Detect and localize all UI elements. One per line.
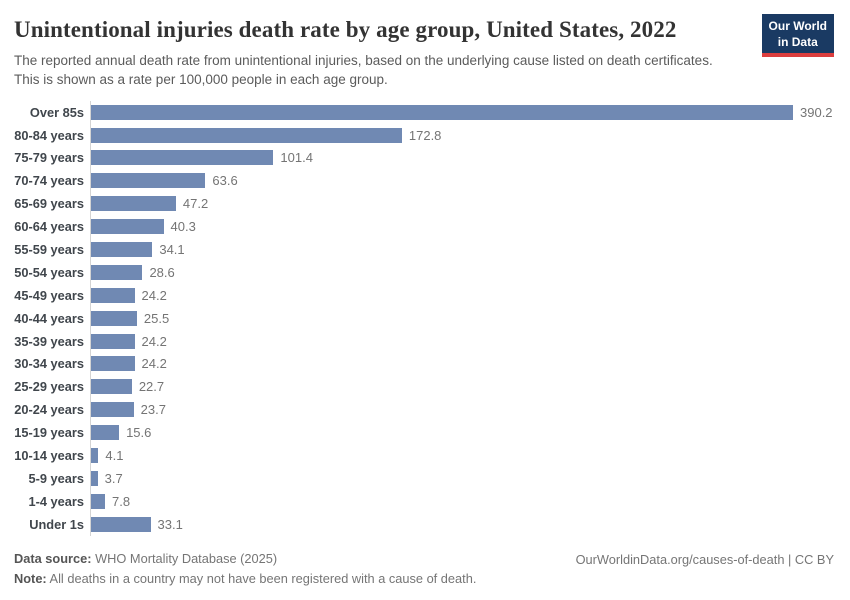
value-label: 24.2 bbox=[141, 287, 167, 303]
data-source-line bbox=[14, 549, 476, 569]
category-label: 55-59 years bbox=[14, 242, 84, 257]
bar-track bbox=[90, 215, 793, 238]
value-label: 7.8 bbox=[112, 493, 131, 509]
category-label: 75-79 years bbox=[14, 150, 84, 166]
category-label: 35-39 years bbox=[14, 333, 84, 349]
value-label: 40.3 bbox=[170, 219, 196, 235]
chart-rows bbox=[14, 101, 834, 536]
header bbox=[14, 12, 834, 90]
bar bbox=[91, 494, 105, 509]
bar-track bbox=[90, 307, 793, 330]
chart-row bbox=[14, 467, 834, 490]
bar bbox=[91, 334, 135, 349]
category-label: 60-64 years bbox=[14, 219, 84, 235]
owid-logo bbox=[762, 14, 834, 57]
chart-row bbox=[14, 353, 834, 376]
bar bbox=[91, 219, 164, 234]
bar-track bbox=[90, 421, 793, 444]
value-label: 15.6 bbox=[126, 425, 152, 441]
header-text bbox=[14, 12, 726, 90]
value-label: 34.1 bbox=[159, 242, 185, 257]
bar-track bbox=[90, 398, 793, 421]
bar bbox=[91, 311, 137, 326]
note-line bbox=[14, 569, 476, 589]
category-label: 20-24 years bbox=[14, 402, 84, 418]
chart-row bbox=[14, 169, 834, 192]
bar bbox=[91, 471, 98, 486]
category-label: 70-74 years bbox=[14, 173, 84, 189]
chart-row bbox=[14, 490, 834, 513]
chart-row bbox=[14, 307, 834, 330]
category-label: 40-44 years bbox=[14, 310, 84, 326]
value-label: 33.1 bbox=[157, 516, 183, 532]
bar bbox=[91, 517, 151, 532]
bar-track bbox=[90, 147, 793, 170]
value-label: 22.7 bbox=[138, 379, 165, 395]
chart-row bbox=[14, 284, 834, 307]
chart-row bbox=[14, 513, 834, 536]
bar bbox=[91, 173, 205, 188]
value-label: 47.2 bbox=[182, 196, 209, 212]
chart-row bbox=[14, 421, 834, 444]
bar-chart bbox=[14, 101, 834, 536]
chart-subtitle: The reported annual death rate from unintentional injuries, based on the underlying cause listed on death certificates. This is shown as a rate per 100,000 people in each age group. bbox=[14, 52, 713, 88]
category-label: 80-84 years bbox=[14, 127, 84, 143]
value-label: 63.6 bbox=[212, 173, 238, 189]
chart-row bbox=[14, 261, 834, 284]
value-label: 24.2 bbox=[141, 333, 167, 349]
value-label: 101.4 bbox=[280, 150, 313, 166]
chart-row bbox=[14, 330, 834, 353]
bar bbox=[91, 265, 142, 280]
bar bbox=[91, 150, 273, 165]
category-label: 45-49 years bbox=[14, 287, 84, 303]
bar-track bbox=[90, 490, 793, 513]
bar-track bbox=[90, 192, 793, 215]
bar-track bbox=[90, 238, 793, 261]
bar-track bbox=[90, 330, 793, 353]
chart-row bbox=[14, 215, 834, 238]
bar-track bbox=[90, 353, 793, 376]
category-label: 10-14 years bbox=[14, 448, 84, 464]
footer-left bbox=[14, 549, 476, 590]
category-label: 65-69 years bbox=[14, 196, 84, 212]
footer bbox=[14, 549, 834, 590]
chart-title: Unintentional injuries death rate by age group, United States, 2022 bbox=[14, 17, 677, 42]
category-label: 30-34 years bbox=[14, 356, 84, 372]
chart-row bbox=[14, 238, 834, 261]
chart-row bbox=[14, 192, 834, 215]
category-label: 15-19 years bbox=[14, 425, 84, 441]
category-label: Under 1s bbox=[29, 516, 84, 532]
category-label: 5-9 years bbox=[28, 470, 84, 486]
bar-track bbox=[90, 375, 793, 398]
bar bbox=[91, 128, 402, 143]
chart-row bbox=[14, 101, 834, 124]
value-label: 172.8 bbox=[408, 127, 442, 143]
bar-track bbox=[90, 444, 793, 467]
chart-row bbox=[14, 375, 834, 398]
category-label: 1-4 years bbox=[28, 493, 84, 509]
chart-row bbox=[14, 147, 834, 170]
value-label: 3.7 bbox=[104, 470, 123, 486]
chart-row bbox=[14, 444, 834, 467]
bar bbox=[91, 402, 134, 417]
bar bbox=[91, 425, 119, 440]
owid-logo-line2: in Data bbox=[777, 34, 818, 49]
value-label: 24.2 bbox=[141, 356, 167, 372]
value-label: 4.1 bbox=[105, 448, 124, 464]
bar-track bbox=[90, 284, 793, 307]
bar bbox=[91, 242, 152, 257]
bar bbox=[91, 196, 176, 211]
bar-track bbox=[90, 513, 793, 536]
category-label: 50-54 years bbox=[14, 264, 84, 280]
bar bbox=[91, 356, 135, 371]
chart-row bbox=[14, 398, 834, 421]
data-source-value: WHO Mortality Database (2025) bbox=[91, 550, 278, 566]
note-label: Note: bbox=[14, 571, 47, 587]
bar-track bbox=[90, 124, 793, 147]
bar-track bbox=[90, 261, 793, 284]
chart-row bbox=[14, 124, 834, 147]
category-label: 25-29 years bbox=[14, 379, 84, 395]
category-label: Over 85s bbox=[29, 104, 84, 120]
owid-logo-line1: Our World bbox=[768, 19, 827, 33]
value-label: 25.5 bbox=[143, 310, 170, 326]
bar bbox=[91, 448, 98, 463]
value-label: 28.6 bbox=[149, 264, 175, 280]
note-value: All deaths in a country may not have been registered with a cause of death. bbox=[46, 571, 477, 587]
bar-track bbox=[90, 169, 793, 192]
bar-track bbox=[90, 101, 833, 124]
data-source-label: Data source: bbox=[14, 550, 92, 566]
bar-track bbox=[90, 467, 793, 490]
value-label: 390.2 bbox=[800, 104, 833, 120]
value-label: 23.7 bbox=[140, 402, 166, 418]
bar bbox=[91, 379, 132, 394]
bar bbox=[91, 105, 793, 120]
footer-link: OurWorldinData.org/causes-of-death | CC BY bbox=[575, 551, 834, 567]
bar bbox=[91, 288, 135, 303]
